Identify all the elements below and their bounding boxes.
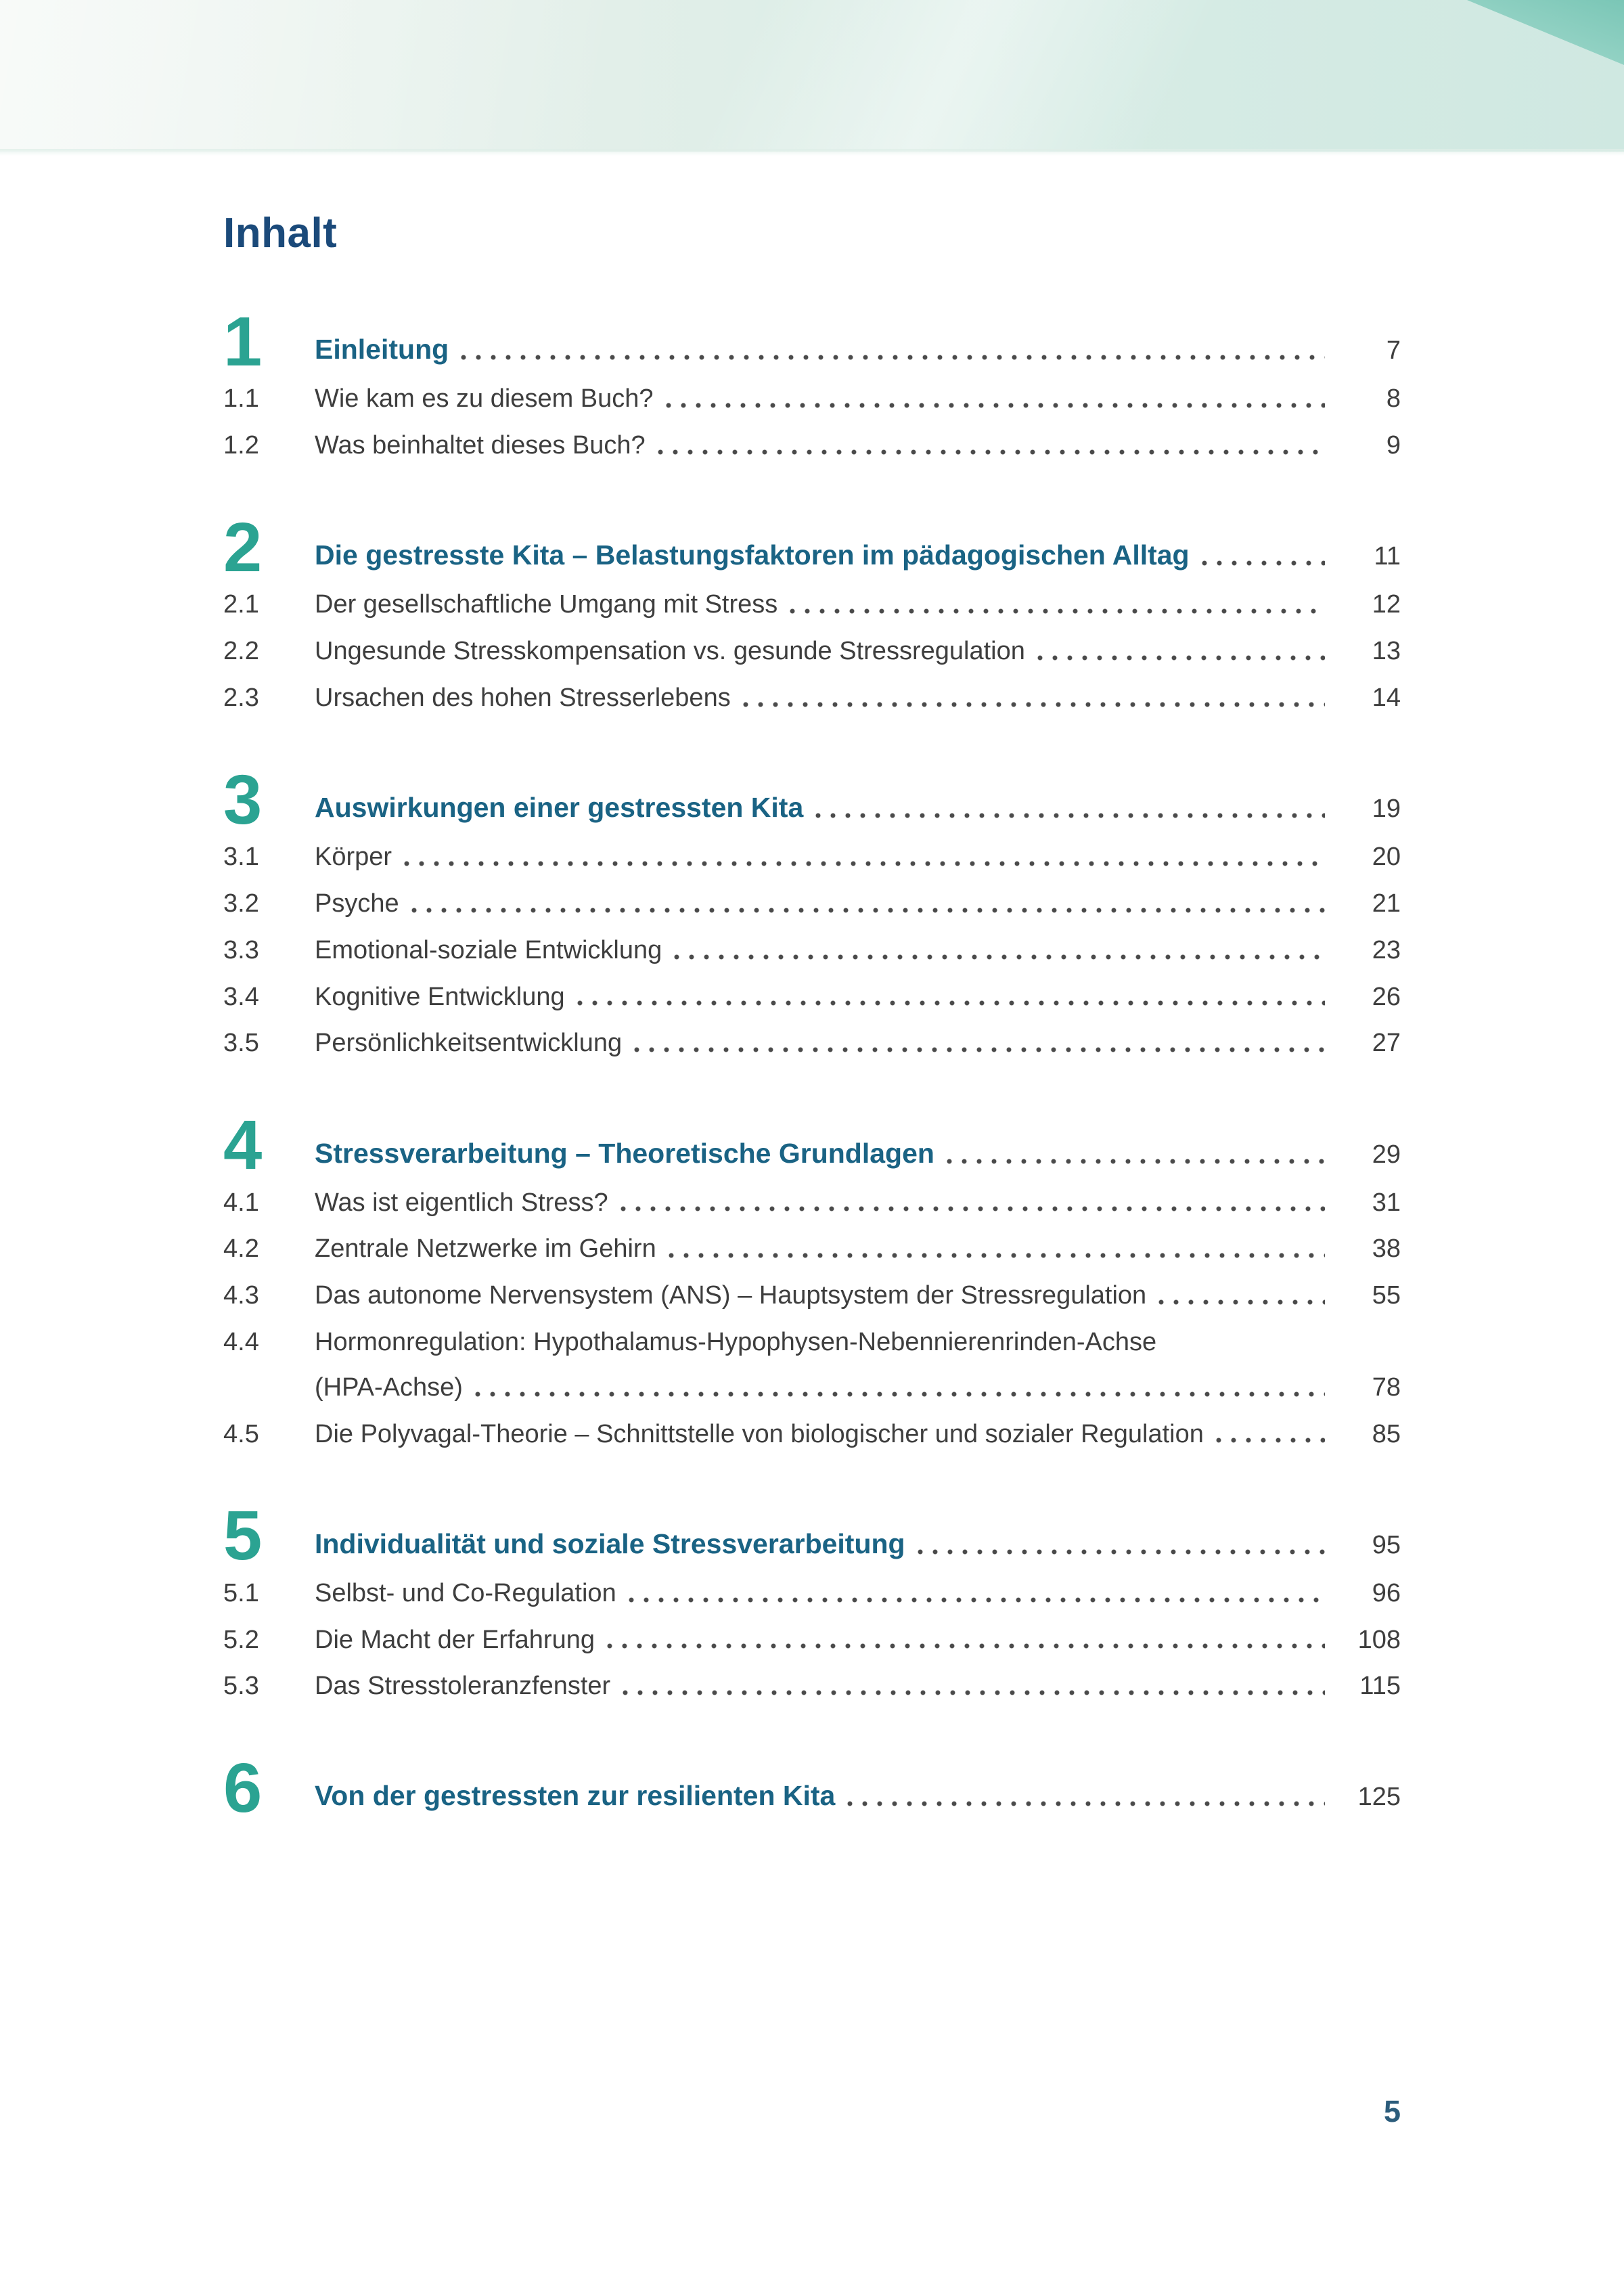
dot-leader bbox=[674, 954, 1325, 961]
toc-entry-row bbox=[223, 684, 1401, 713]
dot-leader bbox=[847, 1800, 1325, 1808]
chapter-title-row bbox=[315, 540, 1401, 573]
dot-leader bbox=[404, 860, 1325, 868]
dot-leader bbox=[1216, 1437, 1325, 1444]
toc-entry-row bbox=[223, 1029, 1401, 1058]
entry-number: 3.5 bbox=[223, 1029, 259, 1058]
entry-number: 5.3 bbox=[223, 1672, 259, 1701]
chapter-page-number: 19 bbox=[1372, 795, 1401, 824]
toc-entry-row bbox=[223, 1626, 1401, 1655]
entry-title: Was beinhaltet dieses Buch? bbox=[315, 431, 646, 460]
entry-number: 2.3 bbox=[223, 683, 259, 712]
toc-entry-row bbox=[223, 843, 1401, 872]
entry-title: Persönlichkeitsentwicklung bbox=[315, 1029, 623, 1058]
entry-title: Ungesunde Stresskompensation vs. gesunde Stressregulation bbox=[315, 637, 1025, 666]
dot-leader bbox=[411, 907, 1325, 914]
dot-leader bbox=[1158, 1299, 1325, 1306]
entry-title: Selbst- und Co-Regulation bbox=[315, 1578, 616, 1607]
chapter-title: Von der gestressten zur resilienten Kita bbox=[315, 1780, 836, 1812]
toc-entry-row bbox=[223, 432, 1401, 460]
chapter-title: Einleitung bbox=[315, 334, 449, 365]
entry-multiline bbox=[315, 1329, 1401, 1402]
toc-entry-row bbox=[223, 890, 1401, 918]
dot-leader bbox=[658, 449, 1325, 456]
toc-entry-row bbox=[223, 983, 1401, 1012]
chapter-block-6 bbox=[223, 1749, 1401, 1827]
entry-page-number: 13 bbox=[1372, 637, 1401, 666]
dot-leader bbox=[1037, 654, 1325, 662]
chapter-page-number: 125 bbox=[1357, 1783, 1401, 1812]
entry-number: 2.1 bbox=[223, 590, 259, 619]
page-number-folio: 5 bbox=[1383, 2094, 1401, 2129]
chapter-title-row bbox=[315, 1781, 1401, 1813]
toc-entry-row bbox=[223, 591, 1401, 619]
entry-title-line2: (HPA-Achse) bbox=[315, 1373, 463, 1402]
entry-page-number: 21 bbox=[1372, 889, 1401, 918]
chapter-title: Auswirkungen einer gestressten Kita bbox=[315, 792, 804, 824]
dot-leader bbox=[607, 1643, 1325, 1650]
page-title: Inhalt bbox=[223, 210, 338, 257]
entry-page-number: 26 bbox=[1372, 982, 1401, 1011]
entry-page-number: 78 bbox=[1372, 1373, 1401, 1402]
chapter-block-5 bbox=[223, 1496, 1401, 1701]
entry-page-number: 31 bbox=[1372, 1188, 1401, 1217]
dot-leader bbox=[623, 1689, 1325, 1697]
toc-entry-row bbox=[223, 1329, 1401, 1402]
dot-leader bbox=[1202, 560, 1325, 567]
toc-entry-row bbox=[223, 1421, 1401, 1449]
chapter-heading-row bbox=[223, 303, 1401, 380]
chapter-number: 2 bbox=[223, 508, 263, 586]
header-corner-accent bbox=[1467, 0, 1624, 65]
entry-page-number: 14 bbox=[1372, 683, 1401, 712]
toc-entry-row bbox=[223, 1235, 1401, 1264]
chapter-title: Die gestresste Kita – Belastungsfaktoren im pädagogischen Alltag bbox=[315, 539, 1190, 571]
entry-page-number: 96 bbox=[1372, 1578, 1401, 1607]
toc-entry-row bbox=[223, 385, 1401, 414]
toc-entry-row bbox=[223, 638, 1401, 666]
entry-title: Körper bbox=[315, 843, 392, 872]
entry-title: Psyche bbox=[315, 889, 399, 918]
dot-leader bbox=[475, 1391, 1325, 1398]
entry-page-number: 12 bbox=[1372, 590, 1401, 619]
entry-page-number: 115 bbox=[1359, 1672, 1401, 1701]
chapter-number: 5 bbox=[223, 1496, 263, 1575]
entry-number: 4.2 bbox=[223, 1234, 259, 1264]
entry-number: 3.4 bbox=[223, 982, 259, 1011]
dot-leader bbox=[634, 1046, 1325, 1054]
toc-content bbox=[223, 0, 1401, 1827]
dot-leader bbox=[666, 402, 1325, 409]
chapter-block-3 bbox=[223, 760, 1401, 1058]
entry-title: Was ist eigentlich Stress? bbox=[315, 1188, 608, 1217]
dot-leader bbox=[947, 1158, 1325, 1165]
entry-title: Das autonome Nervensystem (ANS) – Hauptsystem der Stressregulation bbox=[315, 1281, 1147, 1310]
dot-leader bbox=[577, 1000, 1325, 1007]
entry-number: 1.1 bbox=[223, 384, 259, 414]
entry-number: 3.3 bbox=[223, 935, 259, 964]
chapter-page-number: 29 bbox=[1372, 1140, 1401, 1169]
entry-page-number: 8 bbox=[1386, 384, 1401, 414]
chapter-title: Stressverarbeitung – Theoretische Grundlagen bbox=[315, 1137, 934, 1169]
toc-entry-row bbox=[223, 1672, 1401, 1701]
dot-leader bbox=[621, 1205, 1325, 1213]
chapter-number: 3 bbox=[223, 760, 263, 839]
entry-title: Der gesellschaftliche Umgang mit Stress bbox=[315, 590, 778, 619]
chapter-page-number: 7 bbox=[1386, 336, 1401, 365]
dot-leader bbox=[815, 812, 1325, 820]
chapter-title: Individualität und soziale Stressverarbeitung bbox=[315, 1528, 905, 1559]
entry-number: 5.2 bbox=[223, 1625, 259, 1654]
entry-number: 2.2 bbox=[223, 637, 259, 666]
entry-page-number: 108 bbox=[1357, 1625, 1401, 1654]
dot-leader bbox=[743, 701, 1325, 709]
entry-title: Hormonregulation: Hypothalamus-Hypophysen-Nebennierenrinden-Achse bbox=[315, 1327, 1157, 1356]
toc-entry-row bbox=[223, 937, 1401, 965]
entry-number: 4.1 bbox=[223, 1188, 259, 1217]
chapter-block-2 bbox=[223, 508, 1401, 713]
entry-page-number: 9 bbox=[1386, 431, 1401, 460]
chapter-block-4 bbox=[223, 1106, 1401, 1448]
chapter-heading-row bbox=[223, 1749, 1401, 1827]
entry-page-number: 27 bbox=[1372, 1029, 1401, 1058]
entry-number: 4.5 bbox=[223, 1419, 259, 1448]
entry-number: 5.1 bbox=[223, 1578, 259, 1607]
chapter-heading-row bbox=[223, 508, 1401, 586]
entry-number: 1.2 bbox=[223, 431, 259, 460]
entry-page-number: 55 bbox=[1372, 1281, 1401, 1310]
chapter-heading-row bbox=[223, 760, 1401, 839]
dot-leader bbox=[629, 1597, 1325, 1604]
entry-title: Ursachen des hohen Stresserlebens bbox=[315, 683, 731, 712]
toc-entry-row bbox=[223, 1580, 1401, 1608]
entry-page-number: 20 bbox=[1372, 843, 1401, 872]
chapter-page-number: 11 bbox=[1374, 542, 1401, 571]
entry-number: 4.3 bbox=[223, 1281, 259, 1310]
entry-page-number: 85 bbox=[1372, 1419, 1401, 1448]
dot-leader bbox=[669, 1252, 1325, 1260]
chapter-title-row bbox=[315, 793, 1401, 825]
dot-leader bbox=[461, 354, 1325, 361]
table-of-contents bbox=[223, 303, 1401, 1827]
chapter-page-number: 95 bbox=[1372, 1530, 1401, 1559]
dot-leader bbox=[918, 1549, 1325, 1556]
chapter-block-1 bbox=[223, 303, 1401, 460]
entry-number: 4.4 bbox=[223, 1327, 259, 1356]
chapter-number: 4 bbox=[223, 1106, 263, 1184]
chapter-title-row bbox=[315, 334, 1401, 367]
dot-leader bbox=[790, 608, 1325, 615]
toc-entry-row bbox=[223, 1282, 1401, 1310]
chapter-title-row bbox=[315, 1138, 1401, 1171]
entry-title: Das Stresstoleranzfenster bbox=[315, 1672, 611, 1701]
entry-page-number: 38 bbox=[1372, 1234, 1401, 1264]
entry-title-continuation-row bbox=[315, 1374, 1401, 1402]
entry-title: Die Macht der Erfahrung bbox=[315, 1625, 595, 1654]
entry-page-number: 23 bbox=[1372, 935, 1401, 964]
chapter-number: 6 bbox=[223, 1749, 263, 1827]
chapter-heading-row bbox=[223, 1496, 1401, 1575]
entry-title: Die Polyvagal-Theorie – Schnittstelle von biologischer und sozialer Regulation bbox=[315, 1419, 1204, 1448]
entry-title: Emotional-soziale Entwicklung bbox=[315, 935, 662, 964]
entry-number: 3.1 bbox=[223, 843, 259, 872]
chapter-heading-row bbox=[223, 1106, 1401, 1184]
entry-number: 3.2 bbox=[223, 889, 259, 918]
chapter-title-row bbox=[315, 1529, 1401, 1561]
entry-title: Wie kam es zu diesem Buch? bbox=[315, 384, 654, 414]
entry-title: Zentrale Netzwerke im Gehirn bbox=[315, 1234, 656, 1264]
chapter-number: 1 bbox=[223, 303, 263, 380]
entry-title: Kognitive Entwicklung bbox=[315, 982, 565, 1011]
toc-entry-row bbox=[223, 1189, 1401, 1218]
